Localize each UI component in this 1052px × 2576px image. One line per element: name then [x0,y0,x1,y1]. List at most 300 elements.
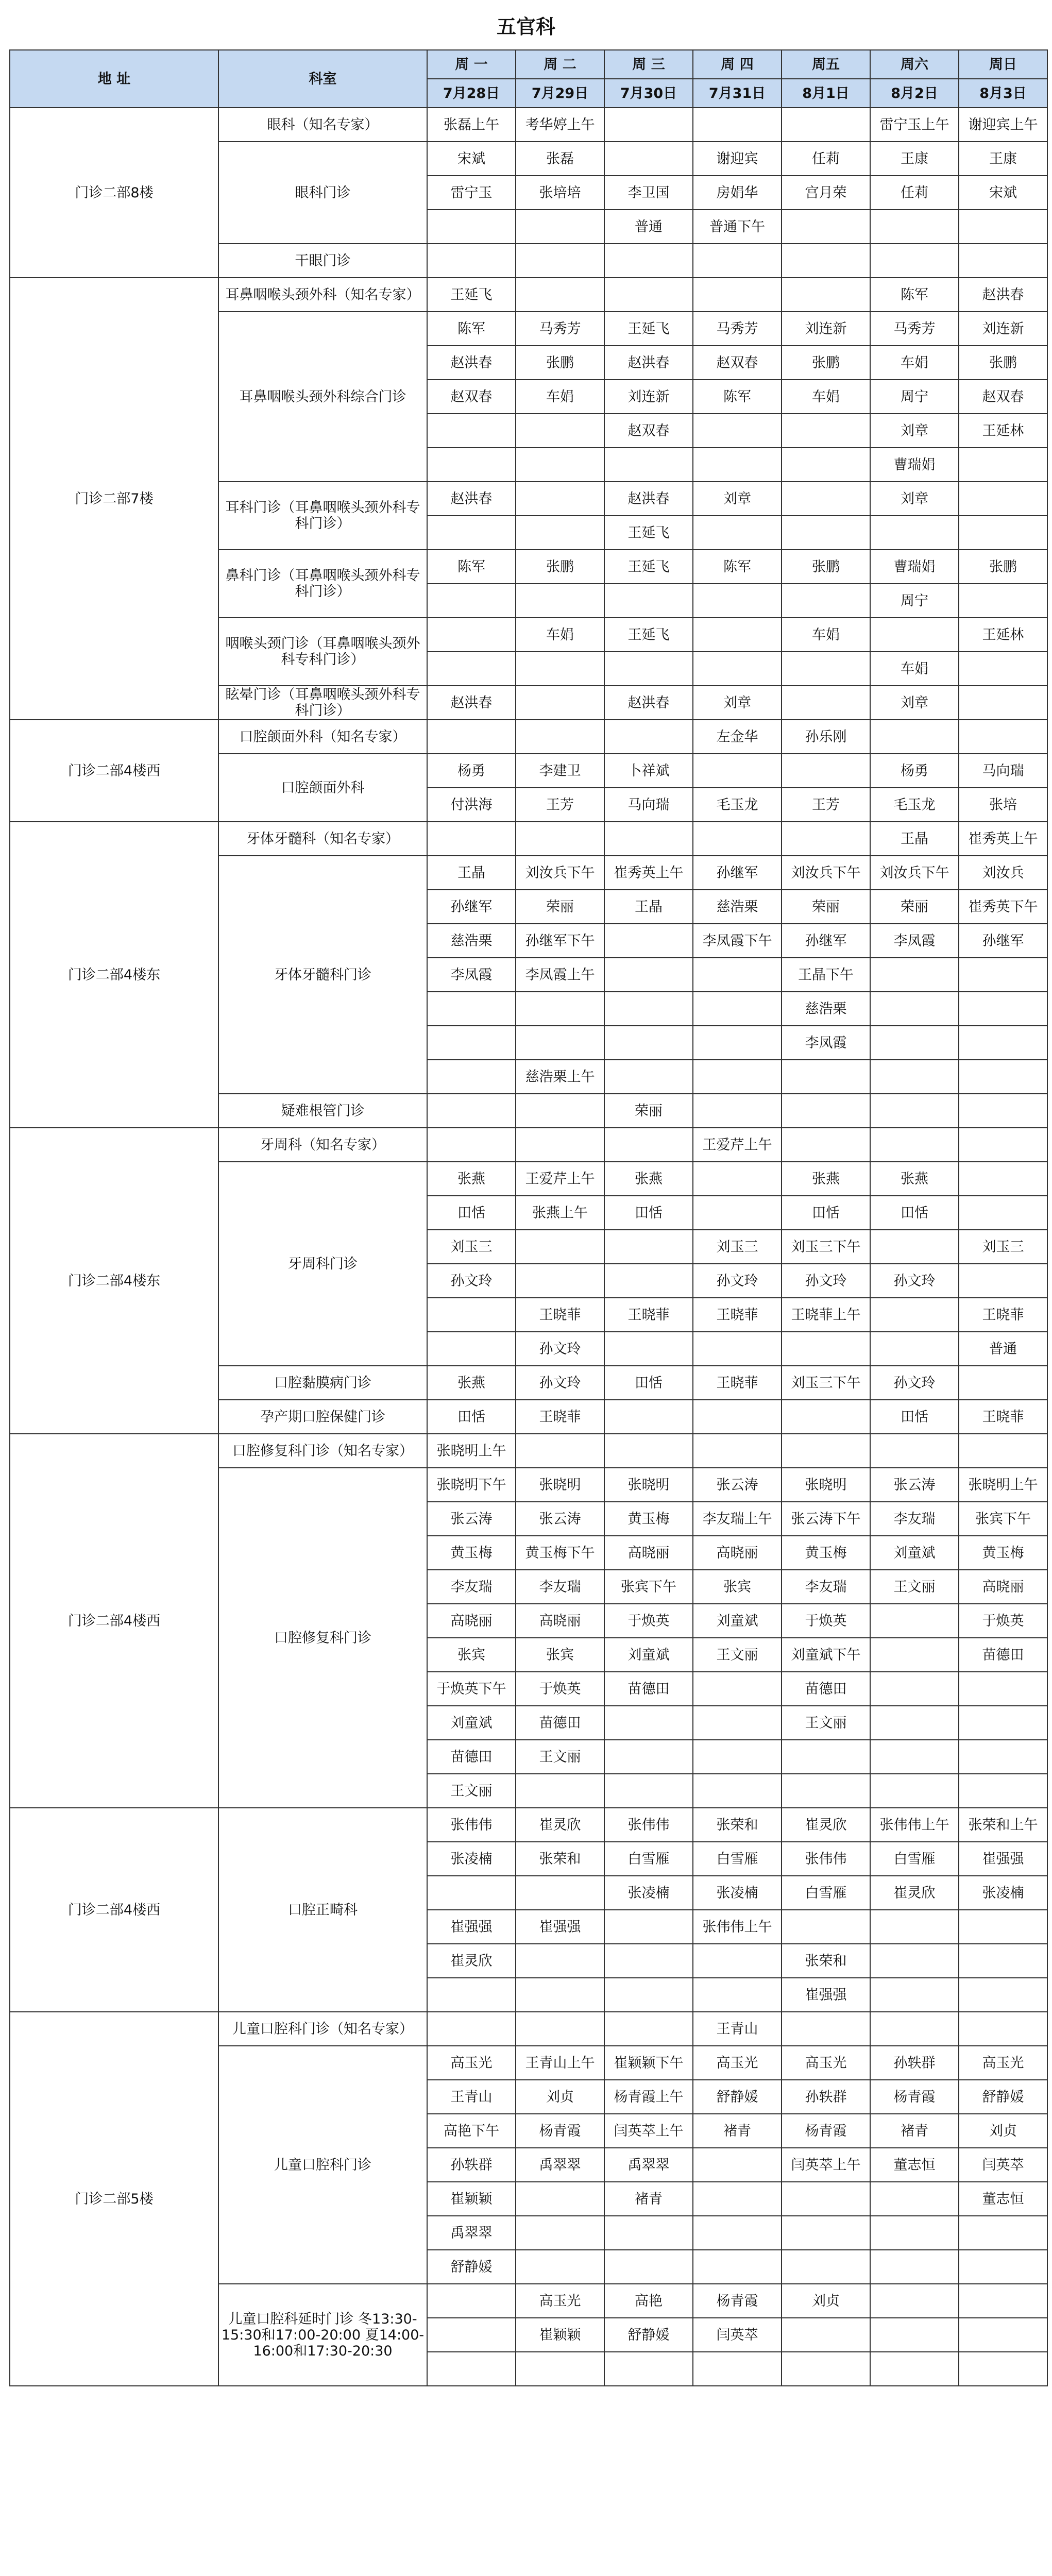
doctor-cell: 白雪雁 [693,1842,782,1876]
doctor-cell [959,1706,1047,1740]
doctor-cell: 周宁 [870,380,959,414]
doctor-cell [959,1740,1047,1774]
doctor-cell [870,210,959,244]
doctor-cell [604,822,693,856]
doctor-cell [693,1774,782,1808]
page-title: 五官科 [496,15,555,38]
doctor-cell [870,1706,959,1740]
doctor-cell: 卜祥斌 [604,754,693,788]
doctor-cell [516,2216,604,2250]
doctor-cell: 高晓丽 [693,1536,782,1570]
doctor-cell: 闫英萃上午 [782,2148,870,2182]
doctor-cell [870,618,959,652]
doctor-cell: 崔颖颖下午 [604,2046,693,2080]
department-cell: 疑难根管门诊 [218,1094,427,1128]
doctor-cell: 高晓丽 [959,1570,1047,1604]
doctor-cell: 张晓明上午 [427,1434,516,1468]
doctor-cell [959,1910,1047,1944]
doctor-cell: 刘章 [870,686,959,720]
doctor-cell: 荣丽 [516,890,604,924]
doctor-cell: 孙继军 [782,924,870,958]
doctor-cell: 白雪雁 [604,1842,693,1876]
doctor-cell [959,1366,1047,1400]
doctor-cell: 王晓菲 [516,1400,604,1434]
doctor-cell [959,958,1047,992]
doctor-cell [693,822,782,856]
doctor-cell: 王延飞 [604,312,693,346]
doctor-cell: 曹瑞娟 [870,550,959,584]
doctor-cell [782,210,870,244]
department-cell: 口腔颌面外科（知名专家） [218,720,427,754]
doctor-cell: 张磊 [516,142,604,176]
doctor-cell: 王晓菲 [693,1366,782,1400]
department-cell: 干眼门诊 [218,244,427,278]
doctor-cell [427,2318,516,2352]
department-cell: 牙体牙髓科门诊 [218,856,427,1094]
doctor-cell [604,1332,693,1366]
doctor-cell: 王晓菲 [959,1298,1047,1332]
doctor-cell [516,448,604,482]
doctor-cell: 王延飞 [604,618,693,652]
address-cell: 门诊二部4楼西 [10,720,218,822]
doctor-cell [870,1434,959,1468]
doctor-cell: 杨青霞 [870,2080,959,2114]
doctor-cell: 刘玉三 [693,1230,782,1264]
doctor-cell [959,2250,1047,2284]
doctor-cell [516,2250,604,2284]
doctor-cell: 张伟伟 [427,1808,516,1842]
doctor-cell [959,1978,1047,2012]
doctor-cell: 任莉 [782,142,870,176]
doctor-cell: 赵双春 [604,414,693,448]
doctor-cell: 刘连新 [604,380,693,414]
doctor-cell: 车娟 [870,652,959,686]
doctor-cell [959,2012,1047,2046]
doctor-cell: 孙文玲 [427,1264,516,1298]
doctor-cell [516,1774,604,1808]
doctor-cell [870,2352,959,2386]
doctor-cell [870,2250,959,2284]
doctor-cell: 雷宁玉 [427,176,516,210]
doctor-cell [782,1740,870,1774]
doctor-cell: 张鹏 [959,346,1047,380]
department-cell: 眼科门诊 [218,142,427,244]
doctor-cell: 苗德田 [516,1706,604,1740]
doctor-cell [516,516,604,550]
doctor-cell: 杨青霞上午 [604,2080,693,2114]
department-cell: 口腔正畸科 [218,1808,427,2012]
doctor-cell: 刘贞 [782,2284,870,2318]
doctor-cell [604,1944,693,1978]
doctor-cell [959,1128,1047,1162]
doctor-cell: 刘连新 [959,312,1047,346]
doctor-cell [782,2216,870,2250]
doctor-cell: 刘章 [693,686,782,720]
doctor-cell: 王爱芹上午 [516,1162,604,1196]
doctor-cell [870,1740,959,1774]
doctor-cell: 张燕 [870,1162,959,1196]
doctor-cell: 孙轶群 [427,2148,516,2182]
doctor-cell: 崔灵欣 [782,1808,870,1842]
doctor-cell: 赵洪春 [427,482,516,516]
doctor-cell: 赵洪春 [604,686,693,720]
address-cell: 门诊二部4楼东 [10,1128,218,1434]
doctor-cell: 李凤霞 [870,924,959,958]
doctor-cell: 赵洪春 [427,346,516,380]
doctor-cell: 刘玉三下午 [782,1366,870,1400]
doctor-cell: 赵洪春 [604,346,693,380]
doctor-cell [693,516,782,550]
doctor-cell [693,1026,782,1060]
doctor-cell: 孙继军 [693,856,782,890]
doctor-cell [959,1264,1047,1298]
doctor-cell: 张鹏 [782,550,870,584]
doctor-cell: 刘童斌下午 [782,1638,870,1672]
doctor-cell: 杨青霞 [516,2114,604,2148]
address-cell: 门诊二部5楼 [10,2012,218,2386]
doctor-cell: 孙乐刚 [782,720,870,754]
doctor-cell: 李友瑞 [427,1570,516,1604]
doctor-cell: 刘玉三 [427,1230,516,1264]
doctor-cell [604,2250,693,2284]
doctor-cell: 高玉光 [693,2046,782,2080]
day-header: 周 一 [427,50,516,79]
doctor-cell [959,1162,1047,1196]
doctor-cell [516,1094,604,1128]
doctor-cell [693,1434,782,1468]
department-cell: 鼻科门诊（耳鼻咽喉头颈外科专科门诊） [218,550,427,618]
doctor-cell [604,584,693,618]
doctor-cell: 苗德田 [427,1740,516,1774]
doctor-cell: 王文丽 [693,1638,782,1672]
doctor-cell [427,2012,516,2046]
doctor-cell [427,2352,516,2386]
doctor-cell [693,584,782,618]
doctor-cell [427,1876,516,1910]
doctor-cell [604,1400,693,1434]
doctor-cell [782,1434,870,1468]
doctor-cell: 王延林 [959,618,1047,652]
doctor-cell [693,1196,782,1230]
doctor-cell [604,1026,693,1060]
doctor-cell: 张云涛 [870,1468,959,1502]
department-cell: 牙周科门诊 [218,1162,427,1366]
doctor-cell [782,1128,870,1162]
doctor-cell [870,1230,959,1264]
doctor-cell: 谢迎宾 [693,142,782,176]
doctor-cell: 雷宁玉上午 [870,108,959,142]
doctor-cell: 李卫国 [604,176,693,210]
doctor-cell [604,1910,693,1944]
doctor-cell: 张培 [959,788,1047,822]
doctor-cell [427,720,516,754]
doctor-cell: 张晓明 [604,1468,693,1502]
table-row [10,2012,1047,2046]
department-cell: 牙体牙髓科（知名专家） [218,822,427,856]
doctor-cell: 高艳 [604,2284,693,2318]
doctor-cell: 王晶 [870,822,959,856]
doctor-cell [782,448,870,482]
doctor-cell [427,584,516,618]
doctor-cell: 崔秀英下午 [959,890,1047,924]
doctor-cell [604,652,693,686]
doctor-cell [516,482,604,516]
doctor-cell: 田恬 [870,1400,959,1434]
doctor-cell [604,1128,693,1162]
doctor-cell: 李凤霞下午 [693,924,782,958]
doctor-cell [693,448,782,482]
department-cell: 口腔黏膜病门诊 [218,1366,427,1400]
doctor-cell [427,822,516,856]
doctor-cell: 杨勇 [870,754,959,788]
doctor-cell: 张荣和 [693,1808,782,1842]
doctor-cell: 考华婷上午 [516,108,604,142]
doctor-cell [516,1978,604,2012]
department-cell: 耳鼻咽喉头颈外科综合门诊 [218,312,427,482]
date-header: 8月2日 [870,79,959,108]
header-row-days [10,50,1047,79]
doctor-cell [870,1060,959,1094]
doctor-cell: 车娟 [516,380,604,414]
doctor-cell: 荣丽 [604,1094,693,1128]
doctor-cell [693,414,782,448]
doctor-cell: 王延飞 [604,516,693,550]
doctor-cell: 杨青霞 [782,2114,870,2148]
doctor-cell: 刘贞 [959,2114,1047,2148]
doctor-cell: 付洪海 [427,788,516,822]
doctor-cell: 田恬 [604,1366,693,1400]
doctor-cell: 褚青 [870,2114,959,2148]
doctor-cell [870,1128,959,1162]
doctor-cell [427,1026,516,1060]
doctor-cell [604,1740,693,1774]
doctor-cell [693,652,782,686]
doctor-cell [516,1230,604,1264]
doctor-cell [782,244,870,278]
schedule-table [9,49,1048,2386]
doctor-cell: 舒静媛 [604,2318,693,2352]
doctor-cell [693,278,782,312]
doctor-cell: 于焕英 [516,1672,604,1706]
doctor-cell: 刘贞 [516,2080,604,2114]
doctor-cell: 张宾 [427,1638,516,1672]
department-cell: 口腔修复科门诊 [218,1468,427,1808]
doctor-cell [604,278,693,312]
doctor-cell: 王晓菲 [693,1298,782,1332]
table-row [10,1808,1047,1842]
doctor-cell: 孙文玲 [782,1264,870,1298]
date-header: 7月29日 [516,79,604,108]
doctor-cell: 董志恒 [870,2148,959,2182]
doctor-cell [693,2148,782,2182]
doctor-cell: 刘章 [870,482,959,516]
doctor-cell [782,2250,870,2284]
day-header: 周 四 [693,50,782,79]
doctor-cell [427,1128,516,1162]
doctor-cell [870,2182,959,2216]
doctor-cell: 普通 [959,1332,1047,1366]
doctor-cell: 黄玉梅 [782,1536,870,1570]
doctor-cell: 张燕 [604,1162,693,1196]
department-cell: 耳鼻咽喉头颈外科（知名专家） [218,278,427,312]
doctor-cell: 王晶 [427,856,516,890]
doctor-cell: 张云涛 [693,1468,782,1502]
doctor-cell: 禹翠翠 [427,2216,516,2250]
doctor-cell [604,2216,693,2250]
doctor-cell: 马向瑞 [959,754,1047,788]
doctor-cell [782,1332,870,1366]
doctor-cell [693,1944,782,1978]
doctor-cell: 王延飞 [427,278,516,312]
doctor-cell: 孙文玲 [516,1366,604,1400]
doctor-cell [959,482,1047,516]
doctor-cell [693,1060,782,1094]
doctor-cell [693,2216,782,2250]
doctor-cell [427,652,516,686]
doctor-cell: 田恬 [427,1196,516,1230]
doctor-cell: 赵双春 [693,346,782,380]
doctor-cell: 刘童斌 [604,1638,693,1672]
doctor-cell [782,652,870,686]
doctor-cell [959,720,1047,754]
doctor-cell: 闫英萃上午 [604,2114,693,2148]
doctor-cell [782,278,870,312]
doctor-cell: 王文丽 [427,1774,516,1808]
doctor-cell: 张云涛 [427,1502,516,1536]
doctor-cell: 张鹏 [959,550,1047,584]
doctor-cell: 宋斌 [959,176,1047,210]
doctor-cell: 普通 [604,210,693,244]
doctor-cell: 张伟伟 [782,1842,870,1876]
doctor-cell [604,2012,693,2046]
doctor-cell [516,2352,604,2386]
doctor-cell: 孙文玲 [870,1366,959,1400]
department-cell: 耳科门诊（耳鼻咽喉头颈外科专科门诊） [218,482,427,550]
doctor-cell [959,2352,1047,2386]
date-header: 8月3日 [959,79,1047,108]
doctor-cell: 王晓菲 [516,1298,604,1332]
doctor-cell: 陈军 [427,550,516,584]
doctor-cell [604,108,693,142]
doctor-cell [604,1264,693,1298]
day-header: 周 三 [604,50,693,79]
doctor-cell: 高晓丽 [427,1604,516,1638]
doctor-cell [959,1060,1047,1094]
doctor-cell: 褚青 [604,2182,693,2216]
doctor-cell: 崔秀英上午 [959,822,1047,856]
doctor-cell: 张鹏 [516,346,604,380]
doctor-cell: 张宾 [693,1570,782,1604]
doctor-cell [516,2012,604,2046]
doctor-cell [693,1740,782,1774]
doctor-cell [870,720,959,754]
doctor-cell [693,1672,782,1706]
doctor-cell [959,1094,1047,1128]
doctor-cell: 王青山上午 [516,2046,604,2080]
doctor-cell [959,2318,1047,2352]
table-row [10,720,1047,754]
doctor-cell [516,822,604,856]
doctor-cell [693,1400,782,1434]
doctor-cell: 张燕 [782,1162,870,1196]
doctor-cell: 孙文玲 [516,1332,604,1366]
doctor-cell: 崔颖颖 [427,2182,516,2216]
doctor-cell [870,516,959,550]
doctor-cell [516,584,604,618]
doctor-cell: 崔强强 [782,1978,870,2012]
doctor-cell: 车娟 [782,618,870,652]
doctor-cell [427,210,516,244]
department-cell: 咽喉头颈门诊（耳鼻咽喉头颈外科专科门诊） [218,618,427,686]
doctor-cell: 刘玉三 [959,1230,1047,1264]
doctor-cell: 毛玉龙 [693,788,782,822]
doctor-cell [870,2284,959,2318]
address-cell: 门诊二部7楼 [10,278,218,720]
doctor-cell: 张凌楠 [604,1876,693,1910]
doctor-cell [516,1128,604,1162]
doctor-cell [870,1774,959,1808]
doctor-cell: 苗德田 [959,1638,1047,1672]
doctor-cell [782,2012,870,2046]
doctor-cell [782,1910,870,1944]
doctor-cell [959,1672,1047,1706]
doctor-cell: 马秀芳 [870,312,959,346]
doctor-cell: 陈军 [427,312,516,346]
doctor-cell: 张凌楠 [959,1876,1047,1910]
doctor-cell [782,1774,870,1808]
doctor-cell [959,1196,1047,1230]
doctor-cell: 马向瑞 [604,788,693,822]
doctor-cell: 杨青霞 [693,2284,782,2318]
doctor-cell: 张晓明下午 [427,1468,516,1502]
doctor-cell: 孙文玲 [870,1264,959,1298]
doctor-cell: 张鹏 [516,550,604,584]
doctor-cell: 荣丽 [870,890,959,924]
doctor-cell [604,992,693,1026]
address-cell: 门诊二部4楼西 [10,1808,218,2012]
doctor-cell: 崔灵欣 [427,1944,516,1978]
doctor-cell [693,108,782,142]
doctor-cell: 张燕 [427,1366,516,1400]
doctor-cell: 崔颖颖 [516,2318,604,2352]
doctor-cell: 王康 [870,142,959,176]
address-cell: 门诊二部8楼 [10,108,218,278]
doctor-cell [693,2182,782,2216]
doctor-cell: 李建卫 [516,754,604,788]
doctor-cell: 谢迎宾上午 [959,108,1047,142]
doctor-cell: 张伟伟上午 [870,1808,959,1842]
doctor-cell [782,584,870,618]
doctor-cell: 周宁 [870,584,959,618]
doctor-cell: 张磊上午 [427,108,516,142]
doctor-cell: 王爱芹上午 [693,1128,782,1162]
doctor-cell [427,1332,516,1366]
doctor-cell [604,1774,693,1808]
doctor-cell [693,1162,782,1196]
day-header: 周六 [870,50,959,79]
doctor-cell [693,958,782,992]
doctor-cell [427,1978,516,2012]
doctor-cell: 车娟 [516,618,604,652]
doctor-cell [959,1774,1047,1808]
doctor-cell: 陈军 [693,550,782,584]
doctor-cell [782,482,870,516]
doctor-cell [427,1298,516,1332]
doctor-cell [959,2216,1047,2250]
doctor-cell: 宫月荣 [782,176,870,210]
doctor-cell [870,1094,959,1128]
doctor-cell: 董志恒 [959,2182,1047,2216]
